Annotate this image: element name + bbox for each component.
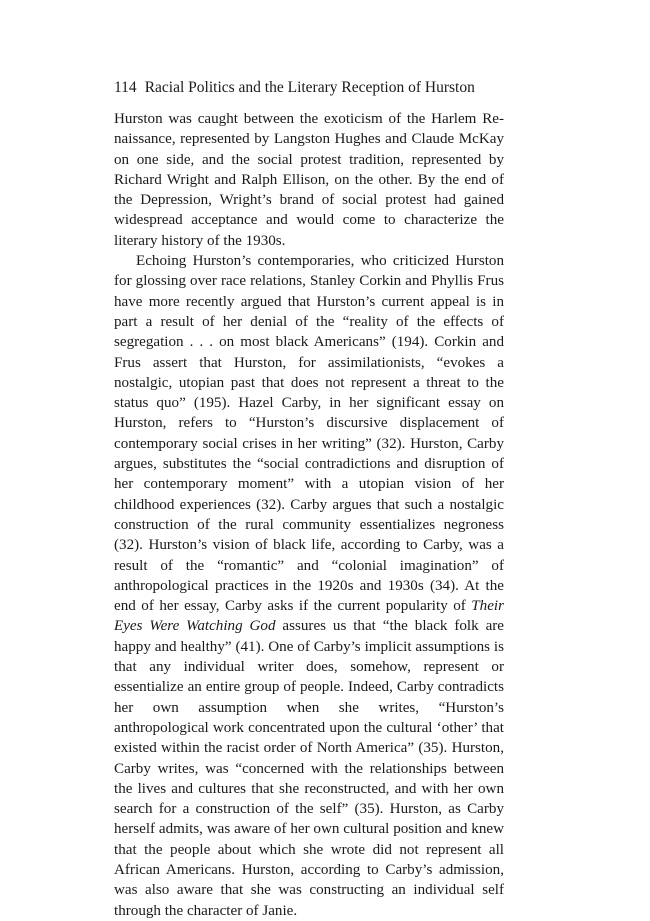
paragraph-1: Hurston was caught between the exoticism of the Harlem Renaissance, represented by Langston Hughes and Claude McKay on one side, and the social protest tradition, represented by Richard Wright and Ralph Ellison, on the other. By the end of the Depression, Wright’s brand of social protest had gained widespread acceptance and would come to characterize the literary history of the 1930s. — [114, 111, 504, 249]
paragraph-2-text-start: Echoing Hurston’s contemporaries, who criticized Hurston for glossing over race relations, Stanley Corkin and Phyllis Frus have more recently argued that Hurston’s current appeal is in part a result of her denial of the “reality of the effects of segregation . . . on most black Americans” (194). Corkin and Frus assert that Hurston, for assimilationists, “evokes a nostalgic, utopian past that does not represent a threat to the status quo” (195). Hazel Carby, in her significant essay on Hurston, refers to “Hurston’s discursive displacement of contemporary social crises in her writing” (32). Hurston, Carby argues, substitutes the “social contradictions and disruption of her contemporary moment” with a utopian vision of her childhood experiences (32). Carby argues that such a nostalgic construction of the rural community essentializes negroness (32). Hurston’s vision of black life, according to Carby, was a result of the “romantic” and “colonial imagination” of anthropological practices in the 1920s and 1930s (34). At the end of her essay, Carby asks if the current popularity of — [114, 253, 504, 615]
book-page — [114, 78, 504, 921]
paragraph-2 — [114, 251, 504, 921]
page-number: 114 — [114, 79, 137, 96]
body-text — [114, 109, 504, 921]
running-title: Racial Politics and the Literary Reception of Hurston — [144, 79, 475, 96]
paragraph-2-text-end: assures us that “the black folk are happy and healthy” (41). One of Carby’s implicit assumptions is that any individual writer does, somehow, represent or essentialize an entire group of people. Indeed, Carby contradicts her own assumption when she writes, “Hurston’s anthropological work concentrated upon the cultural ‘other’ that existed within the racist order of North America” (35). Hurston, Carby writes, was “concerned with the relationships between the lives and cultures that she reconstructed, and with her own search for a construction of the self” (35). Hurston, as Carby herself admits, was aware of her own cultural position and knew that the people about which she wrote did not represent all African Americans. Hurston, according to Carby’s admission, was also aware that she was constructing an individual self through the character of Janie. — [114, 618, 504, 919]
book-title: Their Eyes Were Watching God — [114, 598, 504, 635]
running-head — [114, 78, 504, 98]
